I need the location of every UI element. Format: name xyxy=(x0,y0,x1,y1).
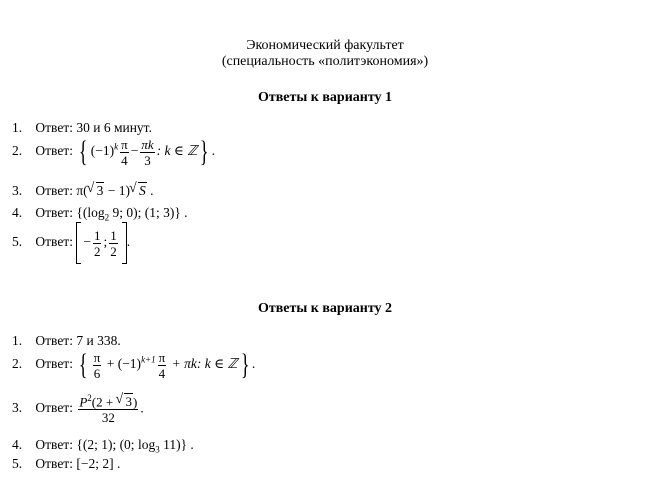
v1-answer-3 xyxy=(12,183,154,199)
variant2-title: Ответы к варианту 2 xyxy=(257,301,393,316)
variant1-title: Ответы к варианту 1 xyxy=(257,90,393,105)
answer-label: Ответ: xyxy=(35,400,73,416)
item-number: 3. xyxy=(12,183,23,198)
answer-label: Ответ: xyxy=(35,356,73,372)
v1-answer-4 xyxy=(12,205,188,223)
item-number: 4. xyxy=(12,205,23,220)
left-brace: { xyxy=(79,348,88,381)
formula: − $\frac{1}{2}$ ; $\frac{1}{2}$ xyxy=(83,227,117,259)
answer-label: Ответ: xyxy=(35,234,73,250)
formula: $\frac{\pi}{6}$ + $(-1)^{k+1}$ $\frac{\pi}{4}$ + πk: k ∈ ℤ xyxy=(93,349,238,381)
answer-label: Ответ: xyxy=(35,183,73,198)
answer-text: 30 и 6 минут. xyxy=(76,120,152,135)
answer-label: Ответ: xyxy=(35,456,73,471)
item-number: 1. xyxy=(12,120,23,135)
faculty-title: Экономический факультет xyxy=(246,38,404,53)
formula: π(√ 3 − 1)√ S . xyxy=(76,183,153,198)
item-number: 3. xyxy=(12,400,23,416)
formula: $\frac{P^2(2 + √ 3)}{32}$ xyxy=(78,394,138,424)
item-number: 2. xyxy=(12,356,23,372)
v1-answer-5: 5. Ответ: − $\frac{1}{2}$ ; $\frac{1}{2}$ . xyxy=(12,222,130,264)
answer-label: Ответ: xyxy=(35,333,73,348)
item-number: 2. xyxy=(12,143,23,159)
v2-answer-1 xyxy=(12,333,121,349)
formula: [−2; 2] . xyxy=(76,456,121,471)
speciality-subtitle: (специальность «политэкономия») xyxy=(221,54,429,69)
answer-label: Ответ: xyxy=(35,120,73,135)
right-brace: } xyxy=(200,135,209,168)
answer-label: Ответ: xyxy=(35,205,73,220)
item-number: 5. xyxy=(12,456,23,471)
v1-answer-2: 2. Ответ: { $(-1)^k$ $\frac{\pi}{4}$ − $\frac{\pi k}{3}$ : k ∈ ℤ} . xyxy=(12,135,216,168)
v2-answer-5 xyxy=(12,456,120,472)
formula: {($\log_2$ 9; 0); (1; 3)} . xyxy=(76,205,188,223)
item-number: 5. xyxy=(12,234,23,250)
answer-text: 7 и 338. xyxy=(76,333,121,348)
answer-label: Ответ: xyxy=(35,437,73,452)
v2-answer-2: 2. Ответ: { $\frac{\pi}{6}$ + $(-1)^{k+1}$ $\frac{\pi}{4}$ + πk: k ∈ ℤ} . xyxy=(12,348,256,381)
right-brace: } xyxy=(240,348,250,381)
formula: $(-1)^k$ $\frac{\pi}{4}$ − $\frac{\pi k}{3}$ : k ∈ ℤ xyxy=(90,136,198,168)
left-brace: { xyxy=(79,135,88,168)
v1-answer-1 xyxy=(12,120,152,136)
formula: {(2; 1); (0; $\log_3 11$)} . xyxy=(76,437,194,455)
v2-answer-3: 3. Ответ: $\frac{P^2(2 + √ 3)}{32}$ . xyxy=(12,394,144,424)
answer-label: Ответ: xyxy=(35,143,73,159)
item-number: 1. xyxy=(12,333,23,348)
left-bracket xyxy=(76,222,81,264)
item-number: 4. xyxy=(12,437,23,452)
v2-answer-4 xyxy=(12,437,194,455)
